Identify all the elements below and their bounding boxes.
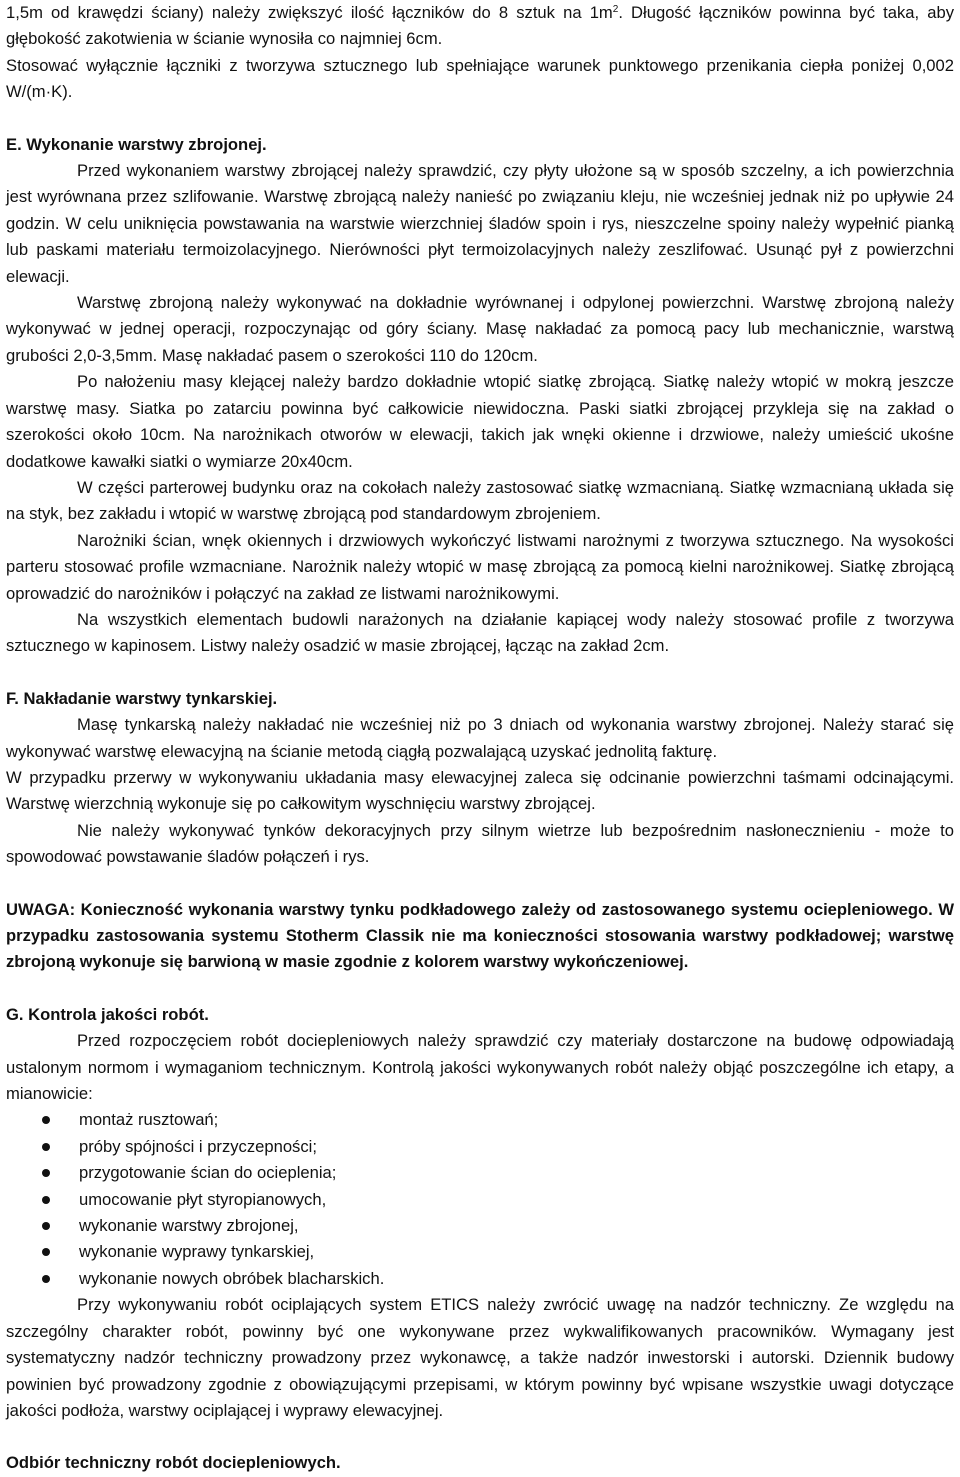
list-item-label: montaż rusztowań; (79, 1110, 219, 1130)
intro-paragraph (6, 0, 954, 53)
section-e-heading: E. Wykonanie warstwy zbrojonej. (6, 134, 267, 154)
section-e-paragraph: Przed wykonaniem warstwy zbrojącej należy sprawdzić, czy płyty ułożone są w sposób szczelny, a ich powierzchnia jest wyrównana przez szlifowanie. Warstwę zbrojącą należy nanieść po związaniu kleju, nie wcześniej jednak niż po upływie 24 godzin. W celu uniknięcia powstawania na warstwie wierzchniej śladów spoin i rys, nieszczelne spoiny należy wypełnić pianką lub paskami materiału termoizolacyjnego. Nierówności płyt termoizolacyjnych należy zeszlifować. Usunąć pył z powierzchni elewacji. (6, 161, 954, 286)
section-f-paragraph: W przypadku przerwy w wykonywaniu układania masy elewacyjnej zaleca się odcinanie powierzchni taśmami odcinającymi. Warstwę wierzchnią wykonuje się po całkowitym wyschnięciu warstwy zbrojącej. (6, 767, 954, 814)
bullet-icon (42, 1116, 50, 1124)
list-item (6, 1213, 954, 1239)
list-item-label: próby spójności i przyczepności; (79, 1136, 317, 1156)
list-item (6, 1266, 954, 1292)
list-item (6, 1107, 954, 1133)
inspection-stages-list (6, 1107, 954, 1292)
section-g-paragraph: Przy wykonywaniu robót ociplających system ETICS należy zwrócić uwagę na nadzór techniczny. Ze względu na szczególny charakter robót, powinny być one wykonywane przez wykwalifikowanych pracowników. Wymagany jest systematyczny nadzór techniczny prowadzony przez wykonawcę, a także nadzór inwestorski i autorski. Dziennik budowy powinien być prowadzony zgodnie z obowiązującymi przepisami, w którym powinny być wpisane wszystkie uwagi dotyczące jakości podłoża, warstwy ociplającej i wyprawy elewacyjnej. (6, 1295, 954, 1420)
section-f-paragraph: Nie należy wykonywać tynków dekoracyjnych przy silnym wietrze lub bezpośrednim nasłonecznieniu - może to spowodować powstawanie śladów połączeń i rys. (6, 820, 954, 867)
section-g-paragraph: Przed rozpoczęciem robót dociepleniowych należy sprawdzić czy materiały dostarczone na budowę odpowiadają ustalonym normom i wymaganiom technicznym. Kontrolą jakości wykonywanych robót należy objąć poszczególne ich etapy, a mianowicie: (6, 1031, 954, 1104)
superscript: 2 (612, 4, 619, 15)
section-g-heading: G. Kontrola jakości robót. (6, 1004, 209, 1024)
list-item (6, 1134, 954, 1160)
bullet-icon (42, 1222, 50, 1230)
final-section-heading: Odbiór techniczny robót dociepleniowych. (6, 1453, 341, 1473)
bullet-icon (42, 1275, 50, 1283)
bullet-icon (42, 1248, 50, 1256)
list-item (6, 1239, 954, 1265)
intro-paragraph-2: Stosować wyłącznie łączniki z tworzywa sztucznego lub spełniające warunek punktowego przenikania ciepła poniżej 0,002 W/(m·K). (6, 55, 954, 102)
list-item-label: przygotowanie ścian do ocieplenia; (79, 1163, 337, 1183)
section-e-paragraph: Narożniki ścian, wnęk okiennych i drzwiowych wykończyć listwami narożnymi z tworzywa sztucznego. Na wysokości parteru stosować profile wzmacniane. Narożnik należy wtopić w masę zbrojącą za pomocą kielni narożnikowej. Siatkę zbrojącą oprowadzić do narożników i połączyć na zakład ze listwami narożnikowymi. (6, 530, 954, 603)
intro-text-b: . Długość łączników powinna być taka, aby głębokość zakotwienia w ścianie wynosiła co najmniej 6cm. (6, 3, 954, 49)
list-item (6, 1160, 954, 1186)
bullet-icon (42, 1143, 50, 1151)
list-item-label: wykonanie warstwy zbrojonej, (79, 1216, 299, 1236)
section-e-paragraph: W części parterowej budynku oraz na cokołach należy zastosować siatkę wzmacnianą. Siatkę wzmacnianą układa się na styk, bez zakładu i wtopić w warstwę zbrojącą pod standardowym zbrojeniem. (6, 477, 954, 524)
warning-note: UWAGA: Konieczność wykonania warstwy tynku podkładowego zależy od zastosowanego systemu ociepleniowego. W przypadku zastosowania systemu Stotherm Classik nie ma konieczności stosowania warstwy podkładowej; warstwę zbrojoną wykonuje się barwioną w masie zgodnie z kolorem warstwy wykończeniowej. (6, 899, 954, 972)
document-page (6, 0, 954, 1477)
list-item (6, 1187, 954, 1213)
list-item-label: wykonanie nowych obróbek blacharskich. (79, 1268, 385, 1288)
section-f-paragraph: Masę tynkarską należy nakładać nie wcześniej niż po 3 dniach od wykonania warstwy zbrojonej. Należy starać się wykonywać warstwę elewacyjną na ścianie metodą ciągłą pozwalającą uzyskać jednolitą fakturę. (6, 715, 954, 761)
list-item-label: wykonanie wyprawy tynkarskiej, (79, 1242, 315, 1262)
section-e-paragraph: Na wszystkich elementach budowli narażonych na działanie kapiącej wody należy stosować profile z tworzywa sztucznego w kapinosem. Listwy należy osadzić w masie zbrojącej, łącząc na zakład 2cm. (6, 609, 954, 656)
section-f-heading: F. Nakładanie warstwy tynkarskiej. (6, 688, 278, 708)
intro-text-a: 1,5m od krawędzi ściany) należy zwiększyć ilość łączników do 8 sztuk na 1m (6, 3, 613, 22)
section-e-paragraph: Warstwę zbrojoną należy wykonywać na dokładnie wyrównanej i odpylonej powierzchni. Warstwę zbrojoną należy wykonywać w jednej operacji, rozpoczynając od góry ściany. Masę nakładać za pomocą pacy lub mechanicznie, warstwą grubości 2,0-3,5mm. Masę nakładać pasem o szerokości 110 do 120cm. (6, 293, 954, 365)
bullet-icon (42, 1196, 50, 1204)
list-item-label: umocowanie płyt styropianowych, (79, 1189, 327, 1209)
section-e-paragraph: Po nałożeniu masy klejącej należy bardzo dokładnie wtopić siatkę zbrojącą. Siatkę należy wtopić w mokrą jeszcze warstwę masy. Siatka po zatarciu powinna być całkowicie niewidoczna. Paski siatki zbrojącej przykleja się na zakład o szerokości około 10cm. Na narożnikach otworów w elewacji, takich jak wnęki okienne i drzwiowe, należy umieścić ukośne dodatkowe kawałki siatki o wymiarze 20x40cm. (6, 372, 954, 471)
bullet-icon (42, 1169, 50, 1177)
